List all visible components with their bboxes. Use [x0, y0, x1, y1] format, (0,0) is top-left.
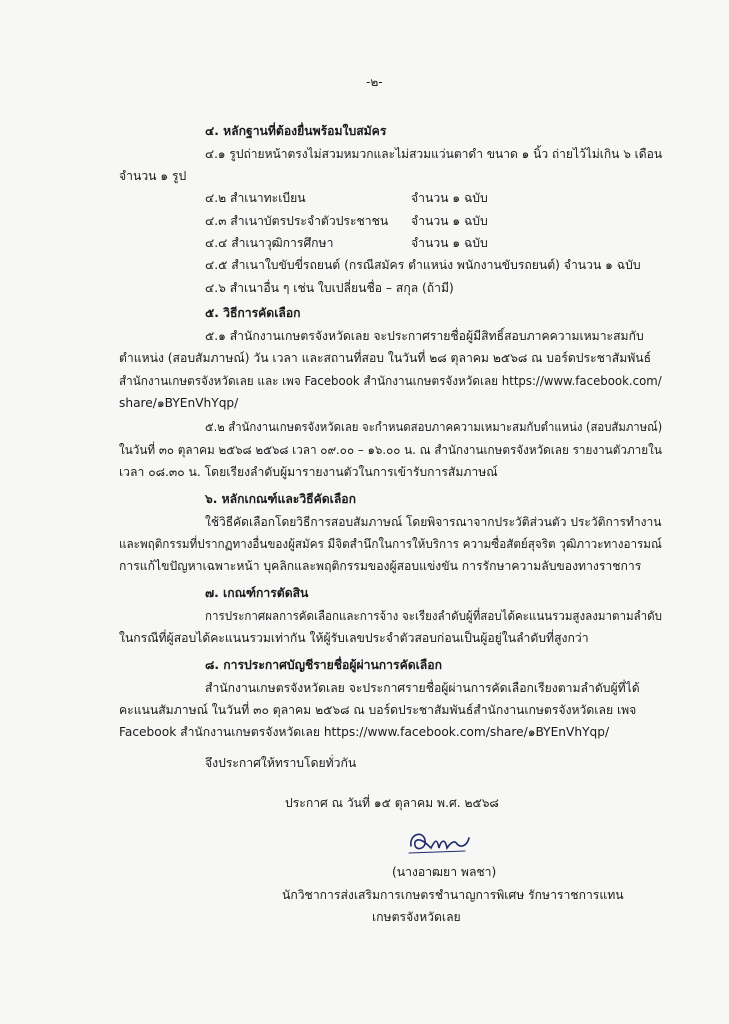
item-4-3-label: ๔.๓ สำเนาบัตรประจำตัวประชาชน	[205, 214, 389, 228]
item-5-2-line2: ในวันที่ ๓๐ ตุลาคม ๒๕๖๘ ๒๕๖๘ เวลา ๐๙.๐๐ – ๑๖.๐๐ น. ณ สำนักงานเกษตรจังหวัดเลย รายงานตัวภายใน	[119, 443, 662, 457]
item-4-4-qty: จำนวน ๑ ฉบับ	[411, 236, 488, 250]
item-4-6: ๔.๖ สำเนาอื่น ๆ เช่น ใบเปลี่ยนชื่อ – สกุล (ถ้ามี)	[205, 281, 454, 295]
section-7-line1: การประกาศผลการคัดเลือกและการจ้าง จะเรียงลำดับผู้ที่สอบได้คะแนนรวมสูงลงมาตามลำดับ	[205, 609, 662, 623]
signatory-name: (นางอาฒยา พลชา)	[392, 865, 497, 879]
section-6-line3: การแก้ไขปัญหาเฉพาะหน้า บุคลิกและพฤติกรรมของผู้สอบแข่งขัน การรักษาความลับของทางราชการ	[119, 559, 642, 573]
announcement-date: ประกาศ ณ วันที่ ๑๕ ตุลาคม พ.ศ. ๒๕๖๘	[285, 796, 499, 810]
item-5-1-line1: ๕.๑ สำนักงานเกษตรจังหวัดเลย จะประกาศรายชื่อผู้มีสิทธิ์สอบภาคความเหมาะสมกับ	[205, 329, 644, 343]
section-8-line1: สำนักงานเกษตรจังหวัดเลย จะประกาศรายชื่อผู้ผ่านการคัดเลือกเรียงตามลำดับผู้ที่ได้	[205, 681, 640, 695]
signatory-title-line1: นักวิชาการส่งเสริมการเกษตรชำนาญการพิเศษ รักษาราชการแทน	[282, 888, 624, 902]
section-6-line1: ใช้วิธีคัดเลือกโดยวิธีการสอบสัมภาษณ์ โดยพิจารณาจากประวัติส่วนตัว ประวัติการทำงาน	[205, 515, 662, 529]
item-4-2-qty: จำนวน ๑ ฉบับ	[411, 191, 488, 205]
item-4-5: ๔.๕ สำเนาใบขับขี่รถยนต์ (กรณีสมัคร ตำแหน่ง พนักงานขับรถยนต์) จำนวน ๑ ฉบับ	[205, 258, 641, 272]
item-5-2-line3: เวลา ๐๘.๓๐ น. โดยเรียงลำดับผู้มารายงานตัวในการเข้ารับการสัมภาษณ์	[119, 465, 498, 479]
section-8-line2: คะแนนสัมภาษณ์ ในวันที่ ๓๐ ตุลาคม ๒๕๖๘ ณ บอร์ดประชาสัมพันธ์สำนักงานเกษตรจังหวัดเลย เพจ	[119, 703, 637, 717]
section-6-line2: และพฤติกรรมที่ปรากฏทางอื่นของผู้สมัคร มีจิตสำนึกในการให้บริการ ความซื่อสัตย์สุจริต วุฒิภาวะทางอารมณ์	[119, 537, 662, 551]
item-5-1-line4: share/๑BYEnVhYqp/	[119, 396, 239, 410]
section-7-line2: ในกรณีที่ผู้สอบได้คะแนนรวมเท่ากัน ให้ผู้รับเลขประจำตัวสอบก่อนเป็นผู้อยู่ในลำดับที่สูงกว่า	[119, 631, 589, 645]
signatory-title-line2: เกษตรจังหวัดเลย	[372, 910, 461, 924]
section-8-heading: ๘. การประกาศบัญชีรายชื่อผู้ผ่านการคัดเลือก	[205, 658, 442, 672]
item-5-1-line3: สำนักงานเกษตรจังหวัดเลย และ เพจ Facebook สำนักงานเกษตรจังหวัดเลย https://www.facebook.com/	[119, 374, 662, 388]
item-4-1-line1: ๔.๑ รูปถ่ายหน้าตรงไม่สวมหมวกและไม่สวมแว่นตาดำ ขนาด ๑ นิ้ว ถ่ายไว้ไม่เกิน ๖ เดือน	[205, 147, 663, 161]
item-4-1-line2: จำนวน ๑ รูป	[119, 169, 187, 183]
closing-line: จึงประกาศให้ทราบโดยทั่วกัน	[205, 756, 357, 770]
section-4-heading: ๔. หลักฐานที่ต้องยื่นพร้อมใบสมัคร	[205, 124, 387, 138]
item-5-1-line2: ตำแหน่ง (สอบสัมภาษณ์) วัน เวลา และสถานที่สอบ ในวันที่ ๒๘ ตุลาคม ๒๕๖๘ ณ บอร์ดประชาสัมพันธ์	[119, 351, 652, 365]
item-4-4-label: ๔.๔ สำเนาวุฒิการศึกษา	[205, 236, 334, 250]
item-4-2-label: ๔.๒ สำเนาทะเบียน	[205, 191, 306, 205]
section-5-heading: ๕. วิธีการคัดเลือก	[205, 306, 301, 320]
section-6-heading: ๖. หลักเกณฑ์และวิธีคัดเลือก	[205, 492, 357, 506]
page-number: -๒-	[366, 75, 383, 89]
item-5-2-line1: ๕.๒ สำนักงานเกษตรจังหวัดเลย จะกำหนดสอบภาคความเหมาะสมกับตำแหน่ง (สอบสัมภาษณ์)	[205, 420, 663, 434]
handwritten-signature	[405, 826, 475, 860]
section-7-heading: ๗. เกณฑ์การตัดสิน	[205, 586, 309, 600]
section-8-line3: Facebook สำนักงานเกษตรจังหวัดเลย https://www.facebook.com/share/๑BYEnVhYqp/	[119, 725, 610, 739]
item-4-3-qty: จำนวน ๑ ฉบับ	[411, 214, 488, 228]
